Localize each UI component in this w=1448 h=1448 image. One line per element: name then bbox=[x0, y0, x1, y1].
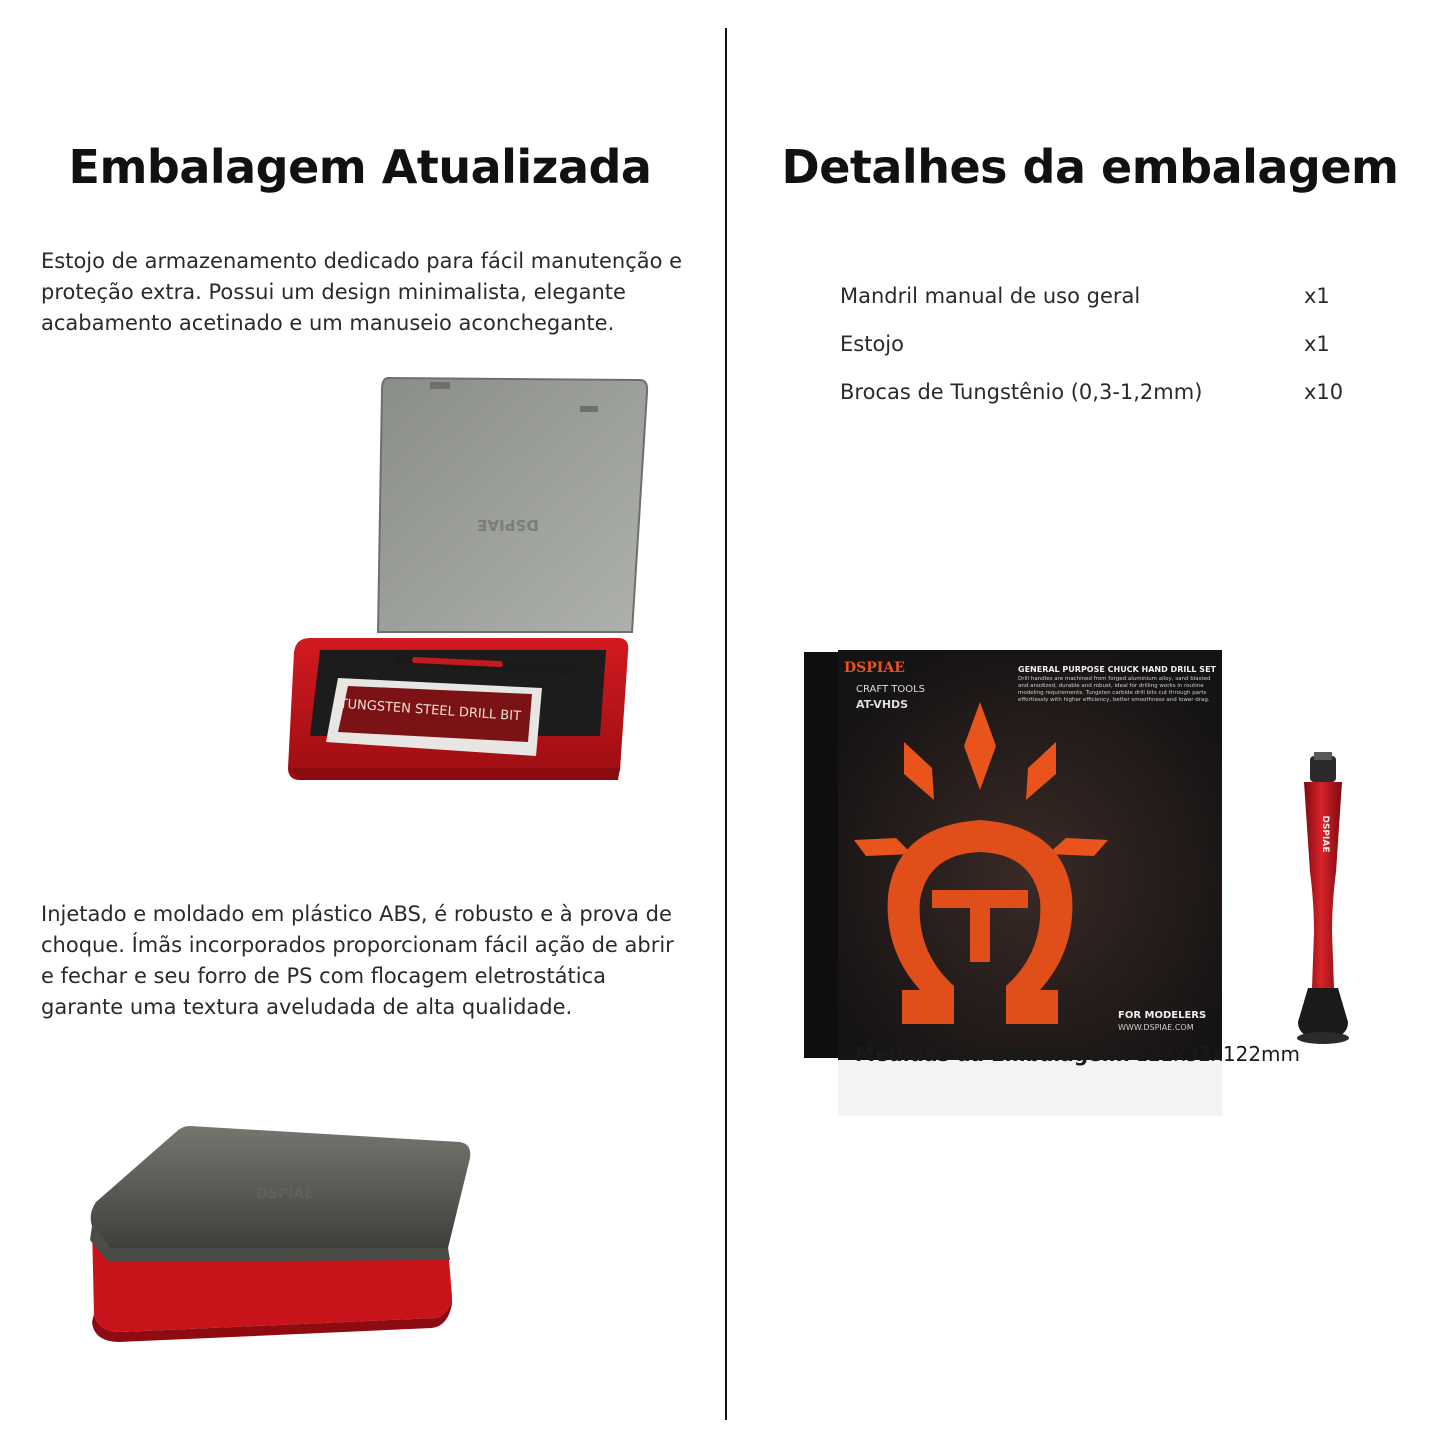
box-brand: DSPIAE bbox=[844, 660, 905, 676]
material-description: Injetado e moldado em plástico ABS, é robusto e à prova de choque. Ímãs incorporados proporcionam fácil ação de abrir e fechar e seu forro de PS com flocagem eletrostática garante uma textura aveludada de alta qualidade. bbox=[41, 902, 674, 1019]
dimensions-value: 122x32x122mm bbox=[1135, 1042, 1301, 1066]
box-heading: GENERAL PURPOSE CHUCK HAND DRILL SET bbox=[1018, 665, 1216, 674]
card-text: TUNGSTEN STEEL DRILL BIT bbox=[339, 696, 522, 725]
item-qty: x1 bbox=[1304, 332, 1330, 356]
item-name: Brocas de Tungstênio (0,3-1,2mm) bbox=[840, 380, 1203, 404]
item-qty: x1 bbox=[1304, 284, 1330, 308]
package-contents-list bbox=[840, 284, 1360, 428]
box-model: AT-VHDS bbox=[856, 698, 909, 711]
list-item bbox=[840, 284, 1360, 332]
box-url: WWW.DSPIAE.COM bbox=[1118, 1023, 1194, 1032]
box-description: Drill handles are machined from forged aluminium alloy, sand blasted and anodized, durable and robust, ideal for drilling works in routine modeling requirements. Tungsten carbide drill bits cut through parts effortlessly with higher efficiency, better smoothness and lower drag. bbox=[1018, 676, 1211, 703]
item-qty: x10 bbox=[1304, 380, 1344, 404]
right-title: Detalhes da embalagem bbox=[781, 140, 1399, 194]
dimensions-label: Medidas da Embalagem: bbox=[855, 1042, 1131, 1066]
case-logo: DSPIAE bbox=[477, 516, 539, 534]
box-line1: CRAFT TOOLS bbox=[856, 684, 925, 695]
hand-drill-image bbox=[1288, 752, 1358, 1052]
item-name: Estojo bbox=[840, 332, 904, 356]
storage-description: Estojo de armazenamento dedicado para fácil manutenção e proteção extra. Possui um design minimalista, elegante acabamento acetinado e um manuseio aconchegante. bbox=[41, 249, 683, 335]
left-title: Embalagem Atualizada bbox=[68, 140, 652, 194]
item-name: Mandril manual de uso geral bbox=[840, 284, 1141, 308]
drill-logo: DSPIAE bbox=[1320, 815, 1330, 853]
column-divider bbox=[725, 28, 727, 1420]
list-item bbox=[840, 332, 1360, 380]
package-dimensions bbox=[855, 1042, 1300, 1066]
list-item bbox=[840, 380, 1360, 428]
closed-case-logo: DSPIAE bbox=[256, 1186, 314, 1202]
closed-case-image bbox=[80, 1118, 480, 1368]
box-for-modelers: FOR MODELERS bbox=[1118, 1010, 1207, 1021]
open-case-image bbox=[270, 370, 660, 800]
